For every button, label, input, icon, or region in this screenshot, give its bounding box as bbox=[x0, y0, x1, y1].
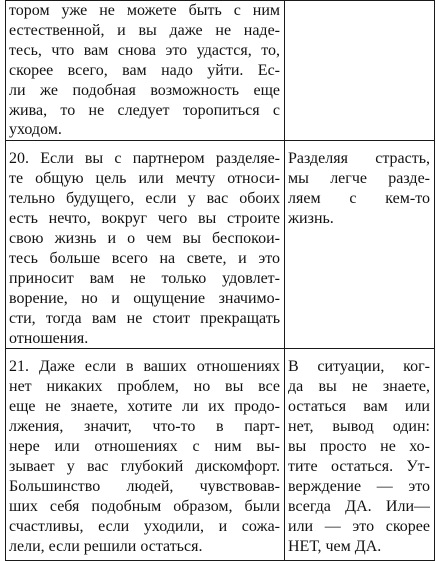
text-line: зывает у вас глубокий дискомфорт. bbox=[9, 457, 280, 475]
text-line: НЕТ, чем ДА. bbox=[288, 537, 382, 555]
text-line: есть нечто, вокруг чего вы строите bbox=[9, 210, 280, 228]
text-line: уходом. bbox=[9, 121, 62, 139]
text-line: В ситуации, ког- bbox=[288, 358, 430, 376]
text-line: ших себя подобным образом, были bbox=[9, 497, 280, 515]
text-line: еще не знаете, хотите ли их продо- bbox=[9, 398, 280, 416]
right-cell bbox=[285, 1, 435, 141]
left-cell bbox=[6, 141, 285, 349]
text-line: ворение, но и ощущение значимо- bbox=[9, 289, 280, 307]
text-line: тельно будущего, если у вас обоих bbox=[9, 190, 280, 208]
text-line: ляем с кем-то bbox=[288, 190, 430, 208]
text-line: ли же подобная возможность еще bbox=[9, 81, 280, 99]
text-line: Большинство людей, чувствовав- bbox=[9, 477, 280, 495]
text-line: свою жизнь и о чем вы беспокои- bbox=[9, 229, 280, 247]
text-line: остаться вам или bbox=[288, 398, 430, 416]
text-line: отношения. bbox=[9, 329, 89, 347]
text-line: верждение — это bbox=[288, 477, 430, 495]
text-line: естественной, и вы даже не наде- bbox=[9, 21, 280, 39]
text-line: те общую цель или мечту относи- bbox=[9, 170, 280, 188]
left-cell bbox=[6, 349, 285, 561]
text-line: лели, если решили остаться. bbox=[9, 537, 203, 555]
text-line: или — это скорее bbox=[288, 517, 430, 535]
text-line: 21. Даже если в ваших отношениях bbox=[9, 358, 280, 376]
text-line: 20. Если вы с партнером разделяе- bbox=[9, 150, 280, 168]
text-line: счастливы, если уходили, и сожа- bbox=[9, 517, 280, 535]
text-line: да вы не знаете, bbox=[288, 378, 430, 396]
text-line: нере или отношениях с ним вы- bbox=[9, 438, 280, 456]
text-line: тесь, что вам снова это удастся, то, bbox=[9, 41, 280, 59]
text-line: тите остаться. Ут- bbox=[288, 457, 430, 475]
table-row bbox=[6, 141, 435, 349]
text-line: жизнь. bbox=[288, 210, 334, 228]
text-line: Разделяя страсть, bbox=[288, 150, 430, 168]
table-row bbox=[6, 1, 435, 141]
text-line: тором уже не можете быть с ним bbox=[9, 2, 280, 19]
text-line: сти, тогда вам не стоит прекращать bbox=[9, 309, 280, 327]
text-line: скорее всего, вам надо уйти. Ес- bbox=[9, 61, 280, 79]
left-cell bbox=[6, 1, 285, 141]
text-line: лжения, значит, что-то в парт- bbox=[9, 418, 280, 436]
text-line: нет, вывод один: bbox=[288, 418, 430, 436]
text-line: жива, то не следует торопиться с bbox=[9, 101, 280, 119]
text-line: нет никаких проблем, но вы все bbox=[9, 378, 280, 396]
two-column-table bbox=[5, 0, 435, 561]
right-cell bbox=[285, 349, 435, 561]
table-row bbox=[6, 349, 435, 561]
text-line: тесь больше всего на свете, и это bbox=[9, 249, 280, 267]
right-cell bbox=[285, 141, 435, 349]
text-line: мы легче разде- bbox=[288, 170, 430, 188]
text-line: всегда ДА. Или— bbox=[288, 497, 430, 515]
text-line: вы просто не хо- bbox=[288, 438, 430, 456]
text-line: приносит вам не только удовлет- bbox=[9, 269, 280, 287]
